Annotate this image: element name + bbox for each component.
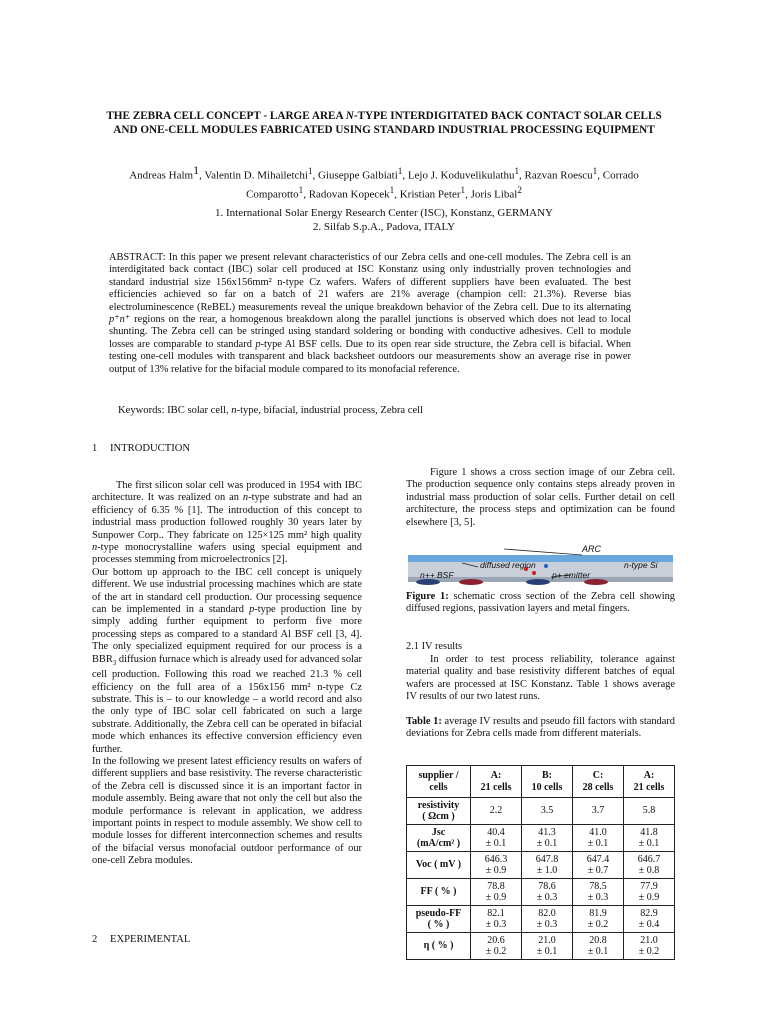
label-diffused-region: diffused region [480, 560, 536, 570]
section-heading-experimental: 2 EXPERIMENTAL [92, 934, 191, 945]
iv-results-paragraph: In order to test process reliability, tolerance against material quality and base resistivity different batches of equal wafers are processed at ISC Konstanz. Table 1 shows average IV results of our two latest runs. [406, 654, 675, 703]
table-row-label: Voc ( mV ) [407, 852, 471, 879]
right-column-paragraph: Figure 1 shows a cross section image of our Zebra cell. The production sequence only contains steps already proven in industrial mass production of solar cells. Further detail on cell architecture, the process steps and optimization can be found elsewhere [3, 5]. [406, 467, 675, 528]
table-row-label: resistivity ( Ωcm ) [407, 798, 471, 825]
table-cell: 40.4 ± 0.1 [471, 825, 522, 852]
table-cell: 646.7 ± 0.8 [624, 852, 675, 879]
label-arc: ARC [582, 544, 602, 554]
table-row-jsc [407, 825, 675, 852]
emitter-finger-1 [459, 579, 483, 585]
subsection-heading-iv-results: 2.1 IV results [406, 641, 463, 652]
intro-paragraph-3: In the following we present latest efficiency results on wafers of different suppliers and base resistivity. The reverse characteristic of the Zebra cell is discussed since it is an important factor in module assembly. Being aware that not only the cell but also the module performance is relevant in application, we address important points in respect to module assembly. We show cell to module losses for different interconnection schemes and results of the bifacial versus monofacial outdoor performance of our one-cell Zebra modules. [92, 756, 362, 867]
keywords: Keywords: IBC solar cell, n-type, bifacial, industrial process, Zebra cell [118, 405, 424, 416]
intro-paragraph-2: Our bottom up approach to the IBC cell concept is uniquely different. We use industrial processing machines which are state of the art in standard cell production. Our processing sequence can be implemented in a standard p-type production line by simply adding further equipment to perform five more processing steps as compared to a standard Al BSF cell [3, 4]. The only specialized equipment required for our process is a $BBR_3$ diffusion furnace which is already used for advanced solar cell production. Following this road we reached 21.3 % cell efficiency on the full area of a 156x156 mm² n-type Cz substrate. This is – to our knowledge – a world record and also the only type of IBC solar cell fabricated on such a large substrate. Additionally, the Zebra cell can be operated in bifacial mode which enhances its effective conversion efficiency even further. [92, 566, 362, 755]
table-1-iv-results [406, 765, 675, 960]
table-1-caption: Table 1: average IV results and pseudo fill factors with standard deviations for Zebra cells made from different materials. [406, 716, 675, 740]
table-cell: 78.8 ± 0.9 [471, 879, 522, 906]
table-row-label: pseudo-FF ( % ) [407, 906, 471, 933]
table-cell: 82.9 ± 0.4 [624, 906, 675, 933]
paper-title: THE ZEBRA CELL CONCEPT - LARGE AREA N-TYPE INTERDIGITATED BACK CONTACT SOLAR CELLS AND ONE-CELL MODULES FABRICATED USING STANDARD INDUSTRIAL PROCESSING EQUIPMENT [106, 110, 662, 136]
table-cell: 2.2 [471, 798, 522, 825]
intro-paragraph-1: The first silicon solar cell was produced in 1954 with IBC architecture. It was realized on an n-type substrate and had an efficiency of 6.35 % [1]. The introduction of this concept to industrial mass production followed roughly 30 years later by Sunpower Corp.. They fabricate on 125×125 mm² high quality n-type monocrystalline wafers using special equipment and processes stemming from microelectronics [2]. [92, 480, 362, 566]
table-cell: 646.3 ± 0.9 [471, 852, 522, 879]
bsf-finger-2 [526, 579, 550, 585]
table-cell: 5.8 [624, 798, 675, 825]
table-row-voc [407, 852, 675, 879]
author-list: Andreas Halm$^1$, Valentin D. Mihailetchi$^1$, Giuseppe Galbiati$^1$, Lejo J. Koduvelikulathu$^1$, Razvan Roescu$^1$, Corrado Comparotto$^1$, Radovan Kopecek$^1$, Kristian Peter$^1$, Joris Libal$^2$ [129, 163, 639, 201]
table-header-row [407, 766, 675, 798]
table-cell: 647.8 ± 1.0 [522, 852, 573, 879]
table-row-resistivity [407, 798, 675, 825]
left-column [92, 480, 362, 868]
table-row-label: η ( % ) [407, 933, 471, 960]
table-cell: 78.6 ± 0.3 [522, 879, 573, 906]
table-header-rowhead: supplier / cells [407, 766, 471, 798]
table-row-ff [407, 879, 675, 906]
table-row-label: FF ( % ) [407, 879, 471, 906]
label-emitter: p+ emitter [552, 570, 591, 580]
table-header-col: B: 10 cells [522, 766, 573, 798]
affiliation-2: 2. Silfab S.p.A., Padova, ITALY [312, 221, 456, 233]
table-cell: 3.5 [522, 798, 573, 825]
cross-section-diagram [406, 541, 675, 590]
table-cell: 78.5 ± 0.3 [573, 879, 624, 906]
table-cell: 82.1 ± 0.3 [471, 906, 522, 933]
table-header-col: A: 21 cells [624, 766, 675, 798]
table-cell: 20.6 ± 0.2 [471, 933, 522, 960]
figure-1-cross-section [406, 541, 675, 590]
table-cell: 41.0 ± 0.1 [573, 825, 624, 852]
affiliation-1: 1. International Solar Energy Research Center (ISC), Konstanz, GERMANY [215, 207, 553, 219]
table-cell: 41.3 ± 0.1 [522, 825, 573, 852]
table-cell: 41.8 ± 0.1 [624, 825, 675, 852]
abstract: ABSTRACT: In this paper we present relevant characteristics of our Zebra cells and one-cell modules. The Zebra cell is an interdigitated back contact (IBC) solar cell produced at ISC Konstanz using only industrially proven technologies and standard industrial size 156x156mm² n-type Cz wafers. Wafers of different suppliers have been evaluated. The best efficiencies achieved so far on a batch of 21 wafers are 21% average (champion cell: 21.3%). Reverse bias electroluminescence (ReBEL) measurements reveal the unique breakdown behavior of the Zebra cell. Due to its alternating p⁺n⁺ regions on the rear, a homogenous breakdown along the parallel junctions is observed which does not lead to local shunting. The Zebra cell can be stringed using standard soldering or bonding with conductive adhesives. Cell to module losses are comparable to standard p-type Al BSF cells. Due to its open rear side structure, the Zebra cell is bifacial. When testing one-cell modules with transparent and black backsheet outdoors our measurements show an average rise in power output of 13% relative for the bifacial module compared to its monofacial reference. [109, 252, 631, 375]
label-bsf: n++ BSF [420, 570, 454, 580]
table-cell: 77.9 ± 0.9 [624, 879, 675, 906]
table-cell: 82.0 ± 0.3 [522, 906, 573, 933]
table-cell: 3.7 [573, 798, 624, 825]
label-n-type-si: n-type Si [624, 560, 658, 570]
affiliations [100, 206, 668, 234]
table-row-efficiency [407, 933, 675, 960]
table-cell: 21.0 ± 0.2 [624, 933, 675, 960]
section-heading-introduction: 1 INTRODUCTION [92, 443, 191, 454]
figure-1-caption: Figure 1: schematic cross section of the Zebra cell showing diffused regions, passivation layers and metal fingers. [406, 591, 676, 615]
table-header-col: A: 21 cells [471, 766, 522, 798]
table-cell: 81.9 ± 0.2 [573, 906, 624, 933]
table-cell: 647.4 ± 0.7 [573, 852, 624, 879]
table-header-col: C: 28 cells [573, 766, 624, 798]
table-row-pseudo-ff [407, 906, 675, 933]
table-cell: 21.0 ± 0.1 [522, 933, 573, 960]
table-cell: 20.8 ± 0.1 [573, 933, 624, 960]
table-row-label: Jsc (mA/cm² ) [407, 825, 471, 852]
